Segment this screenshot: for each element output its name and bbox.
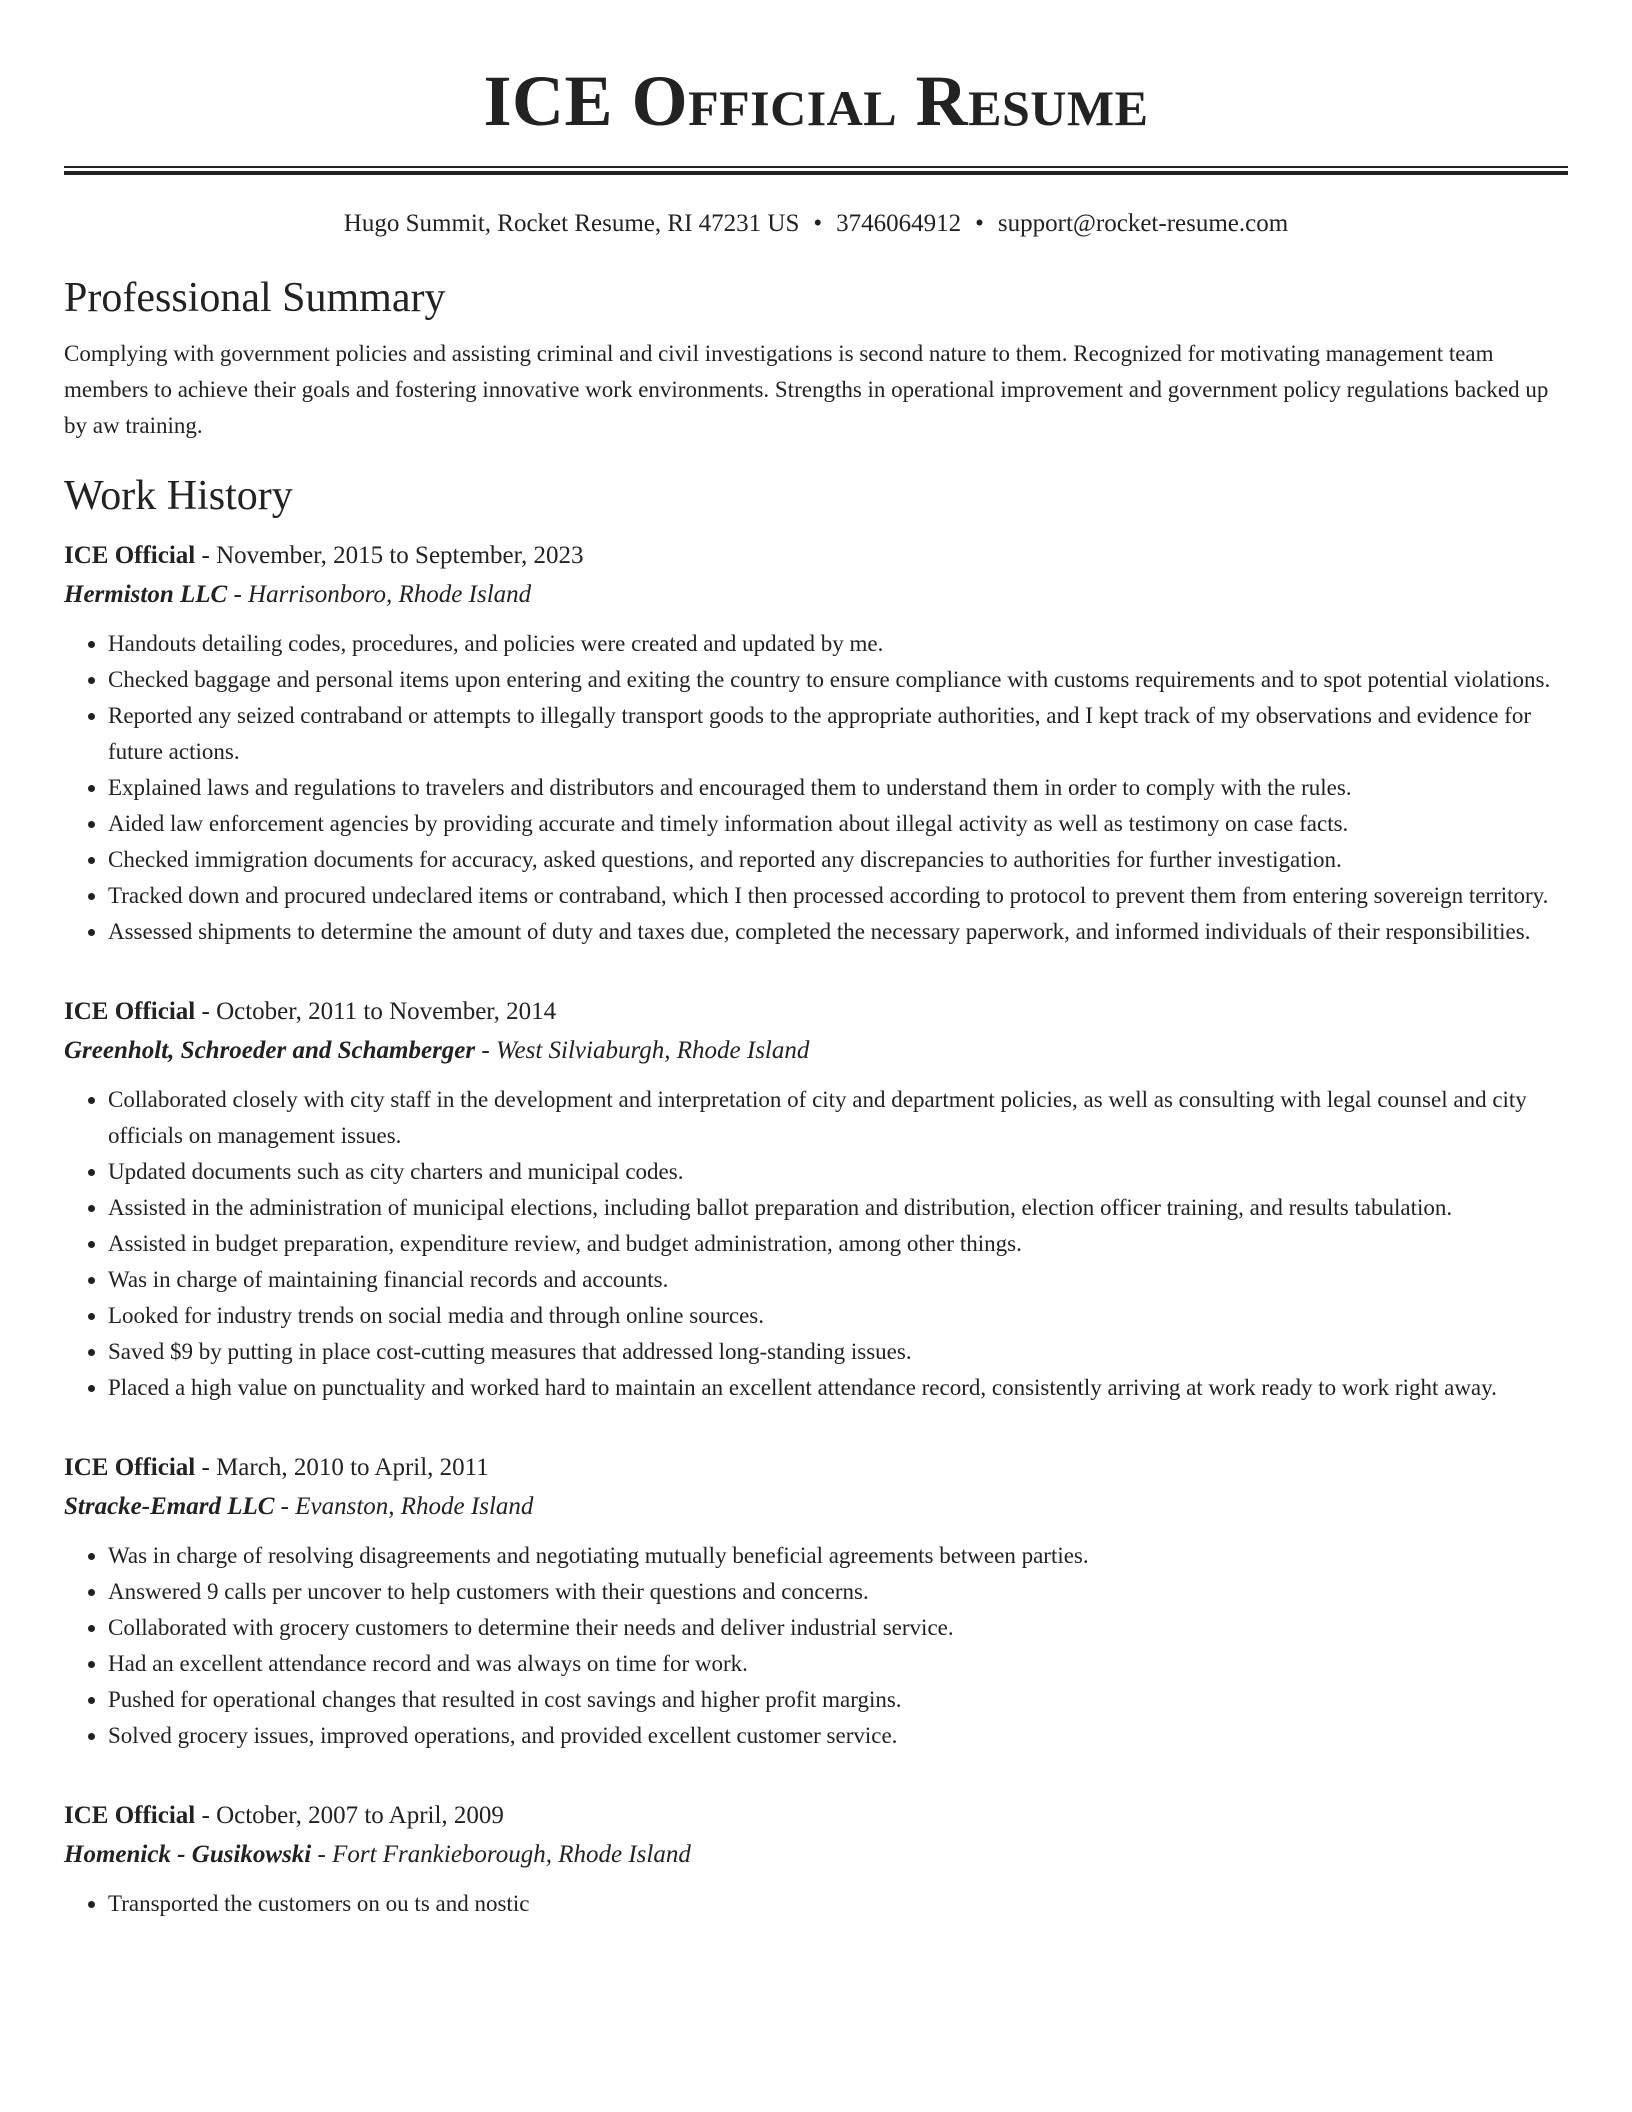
job-role: ICE Official [64,1454,196,1481]
job-bullet: • Transported the customers on ou ts and nostic [108,1886,1568,1922]
job-bullet: • Checked baggage and personal items upon entering and exiting the country to ensure compliance with customs requirements and to spot potential violations. [108,662,1568,698]
job-entry [64,1796,1568,1922]
job-bullet: • Tracked down and procured undeclared items or contraband, which I then processed according to protocol to prevent them from entering sovereign territory. [108,878,1568,914]
contact-phone: 3746064912 [836,210,962,237]
job-bullet: • Reported any seized contraband or attempts to illegally transport goods to the appropriate authorities, and I kept track of my observations and evidence for future actions. [108,698,1568,770]
job-bullet: • Assisted in budget preparation, expenditure review, and budget administration, among other things. [108,1226,1568,1262]
job-title-line [64,1448,1568,1488]
job-bullet: • Was in charge of resolving disagreements and negotiating mutually beneficial agreements between parties. [108,1538,1568,1574]
job-bullet-list [64,1886,1568,1922]
job-bullet-list [64,1082,1568,1406]
job-bullet: • Explained laws and regulations to travelers and distributors and encouraged them to understand them in order to comply with the rules. [108,770,1568,806]
job-title-line [64,536,1568,576]
employer-line [64,1032,1568,1070]
job-bullet: • Collaborated with grocery customers to determine their needs and deliver industrial service. [108,1610,1568,1646]
job-bullet: • Handouts detailing codes, procedures, and policies were created and updated by me. [108,626,1568,662]
job-bullet: • Aided law enforcement agencies by providing accurate and timely information about illegal activity as well as testimony on case facts. [108,806,1568,842]
contact-separator: • [813,210,823,237]
job-bullet: • Updated documents such as city charters and municipal codes. [108,1154,1568,1190]
employer-location: - Fort Frankieborough, Rhode Island [311,1841,691,1868]
job-bullet: • Looked for industry trends on social media and through online sources. [108,1298,1568,1334]
job-bullet-list [64,1538,1568,1754]
contact-address: Hugo Summit, Rocket Resume, RI 47231 US [343,210,800,237]
employer-name: Greenholt, Schroeder and Schamberger [64,1037,476,1064]
contact-email: support@rocket-resume.com [997,210,1289,237]
contact-separator: • [975,210,984,237]
job-bullet: • Pushed for operational changes that resulted in cost savings and higher profit margins. [108,1682,1568,1718]
employer-location: - Evanston, Rhode Island [274,1493,534,1520]
job-entry [64,536,1568,950]
title-double-rule [64,166,1568,175]
job-bullet: • Was in charge of maintaining financial records and accounts. [108,1262,1568,1298]
job-bullet: • Answered 9 calls per uncover to help customers with their questions and concerns. [108,1574,1568,1610]
employer-name: Stracke-Emard LLC [64,1493,275,1520]
job-bullet: • Solved grocery issues, improved operations, and provided excellent customer service. [108,1718,1568,1754]
employer-name: Homenick - Gusikowski [64,1841,312,1868]
summary-heading: Professional Summary [64,275,446,321]
job-bullet: • Assisted in the administration of municipal elections, including ballot preparation and distribution, election officer training, and results tabulation. [108,1190,1568,1226]
job-entry [64,992,1568,1406]
job-bullet: • Collaborated closely with city staff in the development and interpretation of city and department policies, as well as consulting with legal counsel and city officials on management issues. [108,1082,1568,1154]
employer-location: - West Silviaburgh, Rhode Island [475,1037,810,1064]
employer-line [64,1488,1568,1526]
job-role: ICE Official [64,1802,196,1829]
employer-name: Hermiston LLC [64,581,228,608]
job-dates: - March, 2010 to April, 2011 [195,1454,489,1481]
job-entry [64,1448,1568,1754]
employer-line [64,1836,1568,1874]
job-role: ICE Official [64,542,196,569]
summary-text: Complying with government policies and assisting criminal and civil investigations is second nature to them. Recognized for motivating management team members to achieve their goals and fostering innovative work environments. Strengths in operational improvement and government policy regulations backed up by aw training. [64,341,1549,438]
job-bullet: • Placed a high value on punctuality and worked hard to maintain an excellent attendance record, consistently arriving at work ready to work right away. [108,1370,1568,1406]
job-dates: - November, 2015 to September, 2023 [195,542,584,569]
work-history-heading: Work History [64,473,293,519]
resume-title: ICE Official Resume [483,61,1149,141]
employer-line [64,576,1568,614]
contact-info [64,208,1568,240]
job-bullet: • Had an excellent attendance record and was always on time for work. [108,1646,1568,1682]
job-role: ICE Official [64,998,196,1025]
job-title-line [64,1796,1568,1836]
job-bullet: • Saved $9 by putting in place cost-cutting measures that addressed long-standing issues. [108,1334,1568,1370]
job-title-line [64,992,1568,1032]
job-dates: - October, 2011 to November, 2014 [195,998,557,1025]
resume-page [64,0,1568,1922]
job-bullet: • Assessed shipments to determine the amount of duty and taxes due, completed the necessary paperwork, and informed individuals of their responsibilities. [108,914,1568,950]
job-bullet-list [64,626,1568,950]
employer-location: - Harrisonboro, Rhode Island [227,581,532,608]
job-bullet: • Checked immigration documents for accuracy, asked questions, and reported any discrepancies to authorities for further investigation. [108,842,1568,878]
job-dates: - October, 2007 to April, 2009 [195,1802,504,1829]
